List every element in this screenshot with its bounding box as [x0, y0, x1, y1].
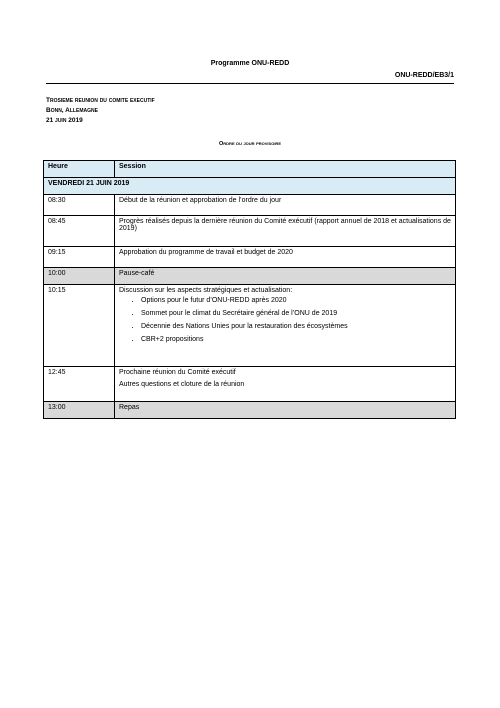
list-item: • Décennie des Nations Unies pour la restauration des écosystèmes	[141, 323, 451, 330]
bullet-list	[119, 297, 451, 343]
row-session: Pause-café	[115, 268, 456, 285]
day-label: VENDREDI 21 JUIN 2019	[44, 178, 456, 195]
row-session: Début de la réunion et approbation de l’ordre du jour	[115, 195, 456, 216]
row-time: 08:30	[44, 195, 115, 216]
day-row	[44, 178, 456, 195]
table-row	[44, 195, 456, 216]
document-title: Programme ONU-REDD	[210, 60, 290, 67]
list-item: • Options pour le futur d’ONU-REDD après 2020	[141, 297, 451, 304]
row-time: 10:15	[44, 285, 115, 367]
table-row	[44, 268, 456, 285]
agenda-table	[43, 160, 456, 419]
row-time: 08:45	[44, 216, 115, 247]
header-time: Heure	[44, 161, 115, 178]
row-session: Discussion sur les aspects stratégiques et actualisation:	[119, 287, 293, 294]
row-time: 12:45	[44, 367, 115, 402]
table-row	[44, 285, 456, 367]
table-row	[44, 367, 456, 402]
row-time: 09:15	[44, 247, 115, 268]
row-session: Progrès réalisés depuis la dernière réunion du Comité exécutif (rapport annuel de 2018 et actualisations de 2019)	[115, 216, 456, 247]
row-session: Prochaine réunion du Comité exécutif	[119, 369, 236, 376]
row-session-cell	[115, 367, 456, 402]
document-reference: ONU-REDD/EB3/1	[394, 72, 454, 79]
meeting-name: Trosieme reunion du comite executif	[46, 97, 155, 104]
list-item: • CBR+2 propositions	[141, 336, 451, 343]
table-row	[44, 402, 456, 419]
row-session-cell	[115, 285, 456, 367]
row-session-2: Autres questions et cloture de la réunion	[119, 381, 245, 388]
agenda-title: Ordre du jour provisoire	[219, 141, 281, 147]
table-row	[44, 216, 456, 247]
row-session: Approbation du programme de travail et budget de 2020	[115, 247, 456, 268]
header-session: Session	[115, 161, 456, 178]
meeting-date: 21 juin 2019	[46, 117, 83, 124]
header-rule	[46, 83, 454, 84]
table-header-row	[44, 161, 456, 178]
row-time: 10:00	[44, 268, 115, 285]
list-item: • Sommet pour le climat du Secrétaire général de l’ONU de 2019	[141, 310, 451, 317]
table-row	[44, 247, 456, 268]
row-time: 13:00	[44, 402, 115, 419]
row-session: Repas	[115, 402, 456, 419]
meeting-location: Bonn, Allemagne	[46, 107, 98, 114]
